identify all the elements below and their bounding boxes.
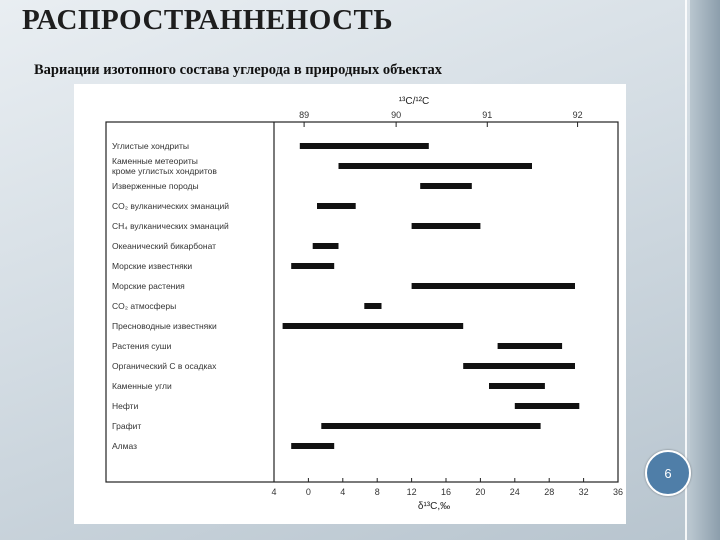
x-tick-label: 16 [440, 487, 452, 497]
range-bar [317, 203, 356, 209]
category-label: Каменные угли [112, 381, 172, 391]
range-bar [291, 443, 334, 449]
x-tick-label: 20 [475, 487, 486, 497]
category-label: Океанический бикарбонат [112, 241, 217, 251]
top-tick-label: 91 [482, 110, 493, 120]
category-label: Графит [112, 421, 142, 431]
range-bar [364, 303, 381, 309]
category-label: Растения суши [112, 341, 172, 351]
x-tick-label: 32 [578, 487, 589, 497]
x-tick-label: 36 [612, 487, 624, 497]
x-axis-title: δ¹³C,‰ [417, 501, 451, 512]
range-bar [313, 243, 339, 249]
range-bar [412, 223, 481, 229]
page-number-badge: 6 [645, 450, 691, 496]
slide-subtitle: Вариации изотопного состава углерода в природных объектах [34, 62, 443, 78]
top-axis-label: ¹³C/¹²C [398, 96, 430, 107]
range-bar [463, 363, 575, 369]
category-label: Нефти [112, 401, 139, 411]
isotope-range-chart [74, 84, 626, 524]
category-label: Морские растения [112, 281, 185, 291]
x-tick-label: 4 [340, 487, 346, 497]
x-tick-label: 12 [406, 487, 417, 497]
range-bar [489, 383, 545, 389]
range-bar [339, 163, 533, 169]
range-bar [420, 183, 472, 189]
range-bar [412, 283, 575, 289]
category-label: Каменные метеориты кроме углистых хондритов [112, 156, 217, 176]
category-label: Пресноводные известняки [112, 321, 217, 331]
category-label: CO₂ вулканических эманаций [112, 201, 230, 211]
range-bar [283, 323, 464, 329]
category-label: CH₄ вулканических эманаций [112, 221, 229, 231]
slide-title: РАСПРОСТРАННЕНОСТЬ [22, 4, 394, 36]
category-label: CO₂ атмосферы [112, 301, 177, 311]
range-bar [321, 423, 540, 429]
top-tick-label: 92 [572, 110, 583, 120]
category-label: Морские известняки [112, 261, 193, 271]
x-tick-label: 0 [305, 487, 311, 497]
category-label: Алмаз [112, 441, 138, 451]
category-label: Органический C в осадках [112, 361, 217, 371]
range-bar [515, 403, 580, 409]
range-bar [498, 343, 562, 349]
x-tick-label: 24 [509, 487, 520, 497]
top-tick-label: 89 [299, 110, 310, 120]
decorative-side-band [690, 0, 720, 540]
range-bar [300, 143, 429, 149]
x-tick-label: 28 [544, 487, 555, 497]
top-tick-label: 90 [391, 110, 402, 120]
range-bar [291, 263, 334, 269]
chart-figure [74, 84, 626, 524]
category-label: Изверженные породы [112, 181, 199, 191]
x-tick-label: 4 [271, 487, 277, 497]
x-tick-label: 8 [374, 487, 380, 497]
category-label: Углистые хондриты [112, 141, 189, 151]
